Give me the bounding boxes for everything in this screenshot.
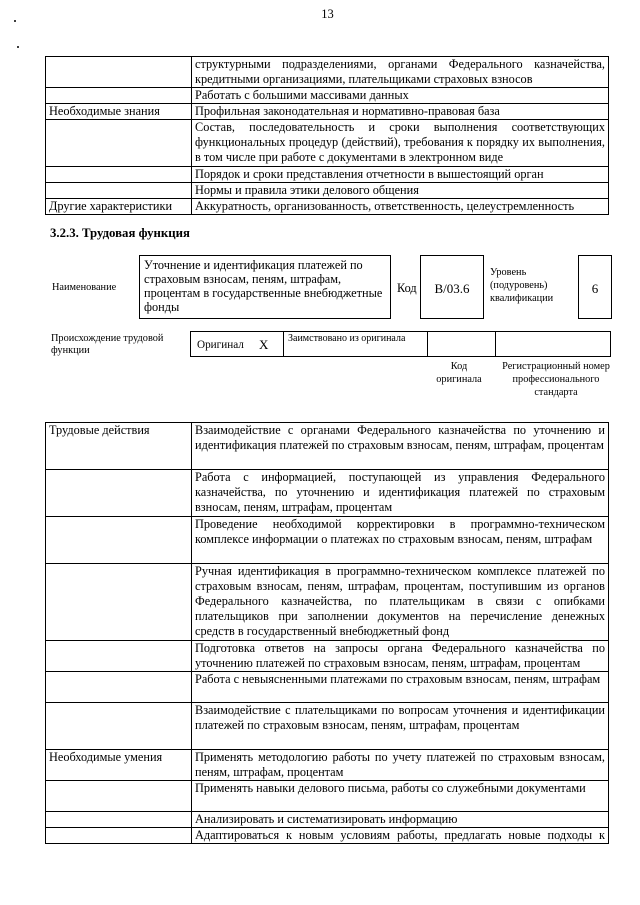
table-cell: Адаптироваться к новым условиям работы, предлагать новые подходы к	[192, 828, 609, 844]
top-table	[45, 56, 609, 215]
section-title: 3.2.3. Трудовая функция	[50, 226, 190, 240]
table-cell: Нормы и правила этики делового общения	[192, 183, 609, 199]
reg-caption: Регистрационный номер профессионального стандарта	[502, 361, 610, 398]
table-label	[46, 120, 192, 167]
table-cell: Состав, последовательность и сроки выполнения соответствующих функциональных процедур (действий), требования к порядку их выполнения, в том числе при работе с документами в электронном виде	[192, 120, 609, 167]
table-label	[46, 781, 192, 812]
page-number: 13	[321, 7, 334, 21]
table-label	[46, 517, 192, 564]
table-cell: структурными подразделениями, органами Федерального казначейства, кредитными организациями, плательщиками страховых взносов	[192, 57, 609, 88]
table-label	[46, 167, 192, 183]
table-cell: Взаимодействие с плательщиками по вопросам уточнения и идентификации платежей по страховым взносам, пеням, штрафам, процентам	[192, 703, 609, 750]
table-cell: Применять навыки делового письма, работы со служебными документами	[192, 781, 609, 812]
table-label	[46, 470, 192, 517]
cell-divider	[495, 331, 496, 357]
table-cell: Работа с информацией, поступающей из управления Федерального казначейства, по уточнению и идентификация платежей по страховым взносам, пеням, штрафам, процентам	[192, 470, 609, 517]
function-name: Уточнение и идентификация платежей по страховым взносам, пеням, штрафам, процентам в государственные внебюджетные фонды	[139, 255, 391, 319]
table-label	[46, 703, 192, 750]
table-label	[46, 183, 192, 199]
name-label: Наименование	[52, 282, 117, 293]
level-value: 6	[578, 255, 612, 319]
table-label	[46, 641, 192, 672]
table-cell: Аккуратность, организованность, ответственность, целеустремленность	[192, 199, 609, 215]
original-label: Оригинал	[197, 339, 244, 351]
cell-divider	[283, 331, 284, 357]
table-cell: Применять методологию работы по учету платежей по страховым взносам, пеням, штрафам, процентам	[192, 750, 609, 781]
table-cell: Анализировать и систематизировать информацию	[192, 812, 609, 828]
borrowed-label: Заимствовано из оригинала	[288, 333, 406, 344]
table-label: Трудовые действия	[46, 423, 192, 470]
table-label	[46, 812, 192, 828]
table-label	[46, 57, 192, 88]
cell-divider	[427, 331, 428, 357]
table-cell: Взаимодействие с органами Федерального казначейства по уточнению и идентификация платежей по страховым взносам, пеням, штрафам, процентам	[192, 423, 609, 470]
table-label: Необходимые знания	[46, 104, 192, 120]
origin-row	[190, 331, 611, 357]
table-cell: Профильная законодательная и нормативно-правовая база	[192, 104, 609, 120]
table-cell: Работать с большими массивами данных	[192, 88, 609, 104]
table-label: Необходимые умения	[46, 750, 192, 781]
origin-label: Происхождение трудовой функции	[51, 333, 164, 356]
table-cell: Подготовка ответов на запросы органа Федерального казначейства по уточнению платежей по страховым взносам, пеням, штрафам, процентам	[192, 641, 609, 672]
main-table	[45, 422, 609, 844]
table-cell: Ручная идентификация в программно-техническом комплексе платежей по страховым взносам, пеням, штрафам, процентам, поступившим из органов Федерального казначейства, по плательщикам в связи с опибками плательщиков при заполнении документов на перечисление денежных средств в государственный внебюджетный фонд	[192, 564, 609, 641]
original-mark: X	[259, 337, 269, 352]
table-cell: Проведение необходимой корректировки в программно-техническом комплексе информации о платежах по страховым взносам, пеням, штрафам	[192, 517, 609, 564]
table-label	[46, 564, 192, 641]
code-label: Код	[397, 281, 417, 295]
code-caption: Код оригинала	[436, 361, 482, 385]
table-label	[46, 88, 192, 104]
level-label: Уровень (подуровень) квалификации	[490, 267, 554, 304]
table-cell: Работа с невыясненными платежами по страховым взносам, пеням, штрафам	[192, 672, 609, 703]
table-cell: Порядок и сроки представления отчетности в вышестоящий орган	[192, 167, 609, 183]
table-label	[46, 672, 192, 703]
function-code: В/03.6	[420, 255, 484, 319]
scan-speck	[17, 46, 19, 48]
table-label: Другие характеристики	[46, 199, 192, 215]
table-label	[46, 828, 192, 844]
